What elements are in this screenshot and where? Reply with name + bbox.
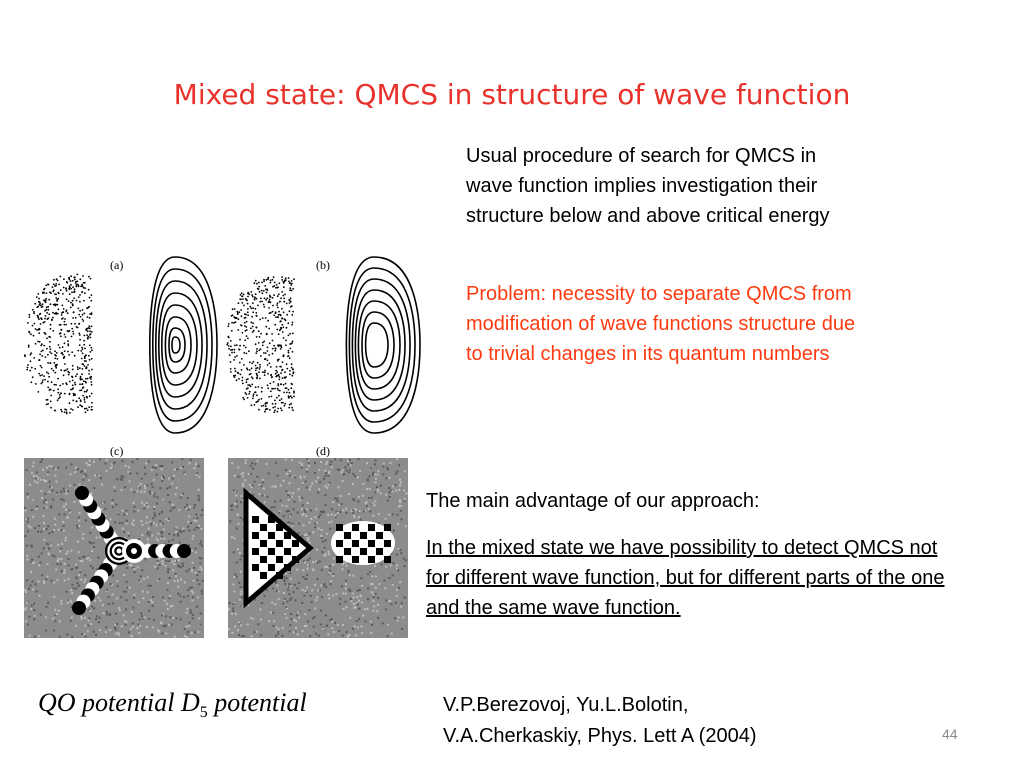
poincare-section-a	[20, 250, 220, 440]
chaotic-scatter-b	[226, 276, 295, 413]
panel-label-d: (d)	[316, 444, 330, 458]
checkerboard-blob	[331, 521, 395, 565]
chaotic-scatter-a	[24, 274, 93, 415]
caption-text-2: potential	[207, 688, 307, 717]
advantage-heading: The main advantage of our approach:	[426, 490, 760, 512]
caption-subscript: 5	[199, 704, 208, 721]
figure-caption	[38, 688, 307, 722]
poincare-section-b	[222, 250, 422, 440]
slide-title: Mixed state: QMCS in structure of wave function	[173, 78, 851, 111]
wave-function-image-c	[24, 458, 204, 638]
intro-paragraph: Usual procedure of search for QMCS in wave function implies investigation their structure below and above critical energy	[466, 145, 830, 227]
regular-orbits-a	[150, 257, 217, 433]
panel-label-a: (a)	[110, 258, 124, 272]
problem-paragraph: Problem: necessity to separate QMCS from modification of wave functions structure due to trivial changes in its quantum numbers	[466, 283, 856, 365]
panel-label-c: (c)	[110, 444, 124, 458]
reference-line-2: V.A.Cherkaskiy, Phys. Lett A (2004)	[443, 725, 757, 747]
regular-orbits-b	[346, 257, 420, 433]
panel-label-b: (b)	[316, 258, 330, 272]
reference-line-1: V.P.Berezovoj, Yu.L.Bolotin,	[443, 694, 689, 716]
mixed-state-paragraph: In the mixed state we have possibility to detect QMCS not for different wave function, but for different parts of the one and the same wave function.	[426, 537, 945, 619]
reference	[443, 690, 883, 752]
caption-text-1: QO potential D	[38, 688, 200, 717]
wave-function-image-d	[228, 458, 408, 638]
page-number: 44	[942, 726, 958, 742]
